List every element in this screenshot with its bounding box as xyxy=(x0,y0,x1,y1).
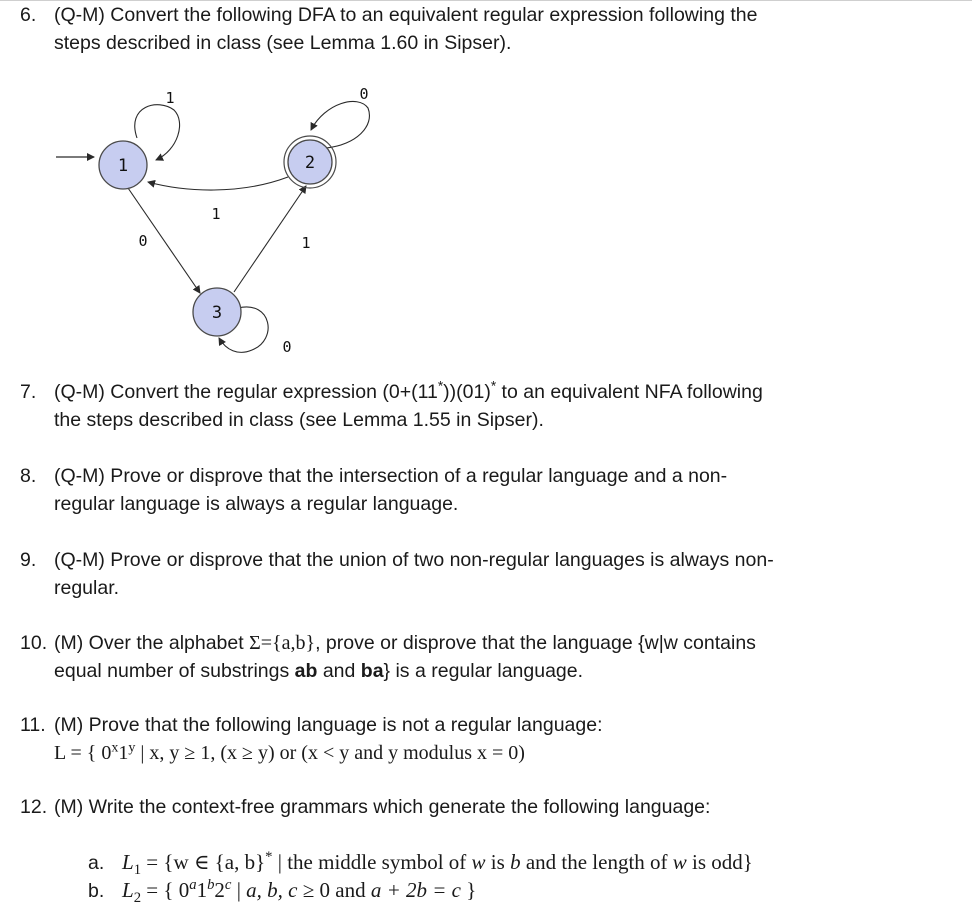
question-text: (Q-M) Prove or disprove that the union of two non-regular languages is always non- xyxy=(54,549,774,571)
question-text: steps described in class (see Lemma 1.60 in Sipser). xyxy=(54,32,512,54)
question-12-item-a xyxy=(88,848,753,877)
question-text: (Q-M) Convert the following DFA to an equivalent regular expression following the xyxy=(54,4,758,26)
question-number: 7. xyxy=(20,381,37,403)
question-text: (M) Over the alphabet Σ={a,b}, prove or disprove that the language {w|w contains xyxy=(54,632,756,654)
question-8 xyxy=(20,462,950,518)
state-2-label: 2 xyxy=(304,153,316,173)
question-text: (Q-M) Prove or disprove that the intersection of a regular language and a non- xyxy=(54,465,728,487)
edge-label-1-to-3: 0 xyxy=(138,232,148,250)
question-7 xyxy=(20,378,950,434)
question-number: 12. xyxy=(20,796,48,818)
edge-2-to-1 xyxy=(148,177,288,190)
language-l2: $L_2$ = { 0$^a$1$^b$2$^c$ | a, b, c ≥ 0 and a + 2b = c } xyxy=(122,877,477,907)
question-12-item-b xyxy=(88,876,476,905)
question-text: (M) Prove that the following language is not a regular language: xyxy=(54,714,603,736)
language-definition: L = { 0$^x$1$^y$ | x, y ≥ 1, (x ≥ y) or (x < y and y modulus x = 0) xyxy=(54,740,525,764)
question-text: (M) Write the context-free grammars which generate the following language: xyxy=(54,796,711,818)
state-1-label: 1 xyxy=(117,156,129,176)
edge-3-to-2 xyxy=(234,186,306,292)
question-number: 6. xyxy=(20,4,37,26)
question-text: regular language is always a regular language. xyxy=(54,493,459,515)
question-text: equal number of substrings ab and ba} is a regular language. xyxy=(54,660,584,682)
edge-label-2-to-1: 1 xyxy=(211,205,221,223)
edge-label-3-to-2: 1 xyxy=(301,234,311,252)
question-9 xyxy=(20,546,950,602)
edge-loop-2 xyxy=(311,101,369,148)
question-number: 10. xyxy=(20,632,48,654)
language-l1: $L_1 = \{w$ ∈ {a, b}* | the middle symbol of w is b and the length of w is odd} xyxy=(122,849,753,879)
question-11 xyxy=(20,711,950,767)
question-12 xyxy=(20,793,950,821)
alphabet-definition: Σ={a,b} xyxy=(249,632,316,654)
question-number: 8. xyxy=(20,465,37,487)
dfa-diagram xyxy=(0,0,972,380)
item-label: a. xyxy=(88,852,105,874)
edge-label-loop-3: 0 xyxy=(282,338,292,356)
item-label: b. xyxy=(88,880,105,902)
edge-label-loop-1: 1 xyxy=(165,89,175,107)
question-number: 9. xyxy=(20,549,37,571)
question-text: regular. xyxy=(54,577,120,599)
question-text: the steps described in class (see Lemma 1.55 in Sipser). xyxy=(54,409,544,431)
edge-label-loop-2: 0 xyxy=(359,85,369,103)
question-number: 11. xyxy=(20,714,46,736)
question-10 xyxy=(20,629,950,685)
state-3-label: 3 xyxy=(211,303,223,323)
question-text: (Q-M) Convert the regular expression (0+(11*))(01)* to an equivalent NFA following xyxy=(54,378,763,403)
